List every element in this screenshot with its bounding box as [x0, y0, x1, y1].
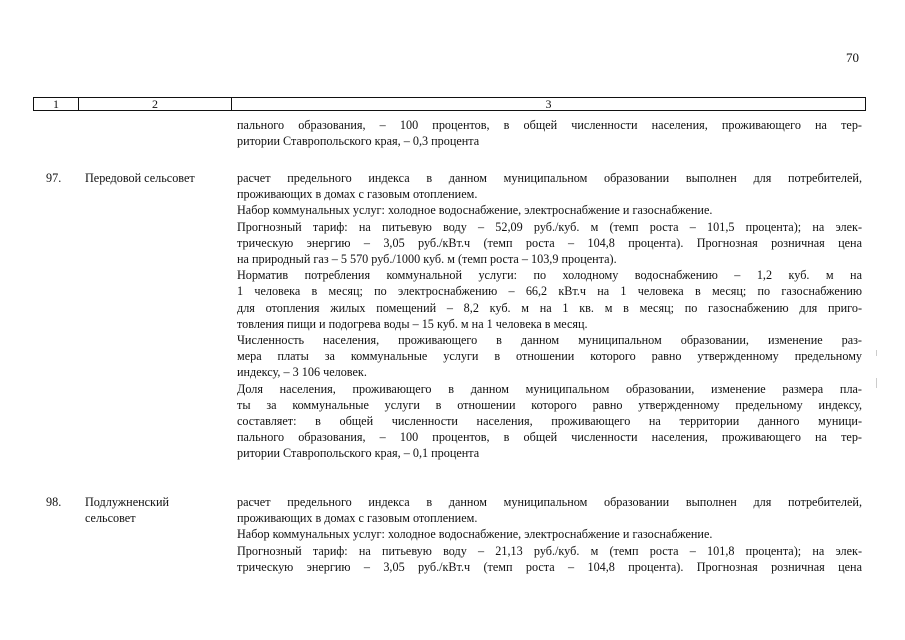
text-line: Прогнозный тариф: на питьевую воду – 52,09 руб./куб. м (темп роста – 101,5 процента); на элек- — [237, 219, 862, 234]
text-line: товления пищи и подогрева воды – 15 куб. м на 1 человека в месяц. — [237, 316, 588, 331]
text-line: проживающих в домах с газовым отоплением. — [237, 511, 478, 526]
text-line: проживающих в домах с газовым отоплением. — [237, 187, 478, 202]
text-line: расчет предельного индекса в данном муниципальном образовании выполнен для потребителей, — [237, 171, 862, 185]
text-line: мера платы за коммунальные услуги в отношении которого равно утвержденному предельному — [237, 349, 862, 364]
name-line: Подлужненский — [85, 495, 170, 509]
row-description — [237, 170, 862, 462]
text-line: трическую энергию – 3,05 руб./кВт.ч (темп роста – 104,8 процента). Прогнозная розничная цена — [237, 559, 862, 574]
text-line: на природный газ – 5 570 руб./1000 куб. м (темп роста – 103,9 процента). — [237, 252, 617, 267]
text-line: ты за коммунальные услуги в отношении которого равно утвержденному предельному индексу, — [237, 397, 862, 412]
municipality-name — [85, 170, 230, 186]
text-line: для отопления жилых помещений – 8,2 куб. м на 1 кв. м в месяц; по газоснабжению для приго- — [237, 300, 862, 315]
text-line: составляет: в общей численности населения, проживающего на территории данного муници- — [237, 414, 862, 429]
table-header-col-3: 3 — [545, 97, 552, 111]
text-line: пального образования, – 100 процентов, в общей численности населения, проживающего на тер- — [237, 430, 862, 445]
scan-mark — [876, 350, 877, 356]
text-line: трическую энергию – 3,05 руб./кВт.ч (темп роста – 104,8 процента). Прогнозная розничная цена — [237, 235, 862, 250]
text-line: Набор коммунальных услуг: холодное водоснабжение, электроснабжение и газоснабжение. — [237, 527, 713, 542]
text-line: индексу, – 3 106 человек. — [237, 365, 367, 380]
municipality-name — [85, 494, 230, 526]
row-description — [237, 494, 862, 575]
page-number: 70 — [846, 50, 859, 65]
table-header-row — [33, 97, 866, 111]
text-line: Численность населения, проживающего в данном муниципальном образовании, изменение раз- — [237, 333, 862, 348]
table-header-col-1: 1 — [34, 98, 79, 110]
text-line: ритории Ставропольского края, – 0,3 процента — [237, 134, 480, 149]
text-line: Норматив потребления коммунальной услуги: по холодному водоснабжению – 1,2 куб. м на — [237, 268, 862, 283]
text-line: 1 человека в месяц; по электроснабжению – 66,2 кВт.ч на 1 человека в месяц; по газоснабжению — [237, 284, 862, 299]
text-line: Доля населения, проживающего в данном муниципальном образовании, изменение размера пла- — [237, 381, 862, 396]
name-line: сельсовет — [85, 511, 136, 526]
scan-mark — [876, 378, 877, 388]
name-line: Передовой сельсовет — [85, 171, 195, 185]
continuation-text — [237, 117, 862, 149]
text-line: ритории Ставропольского края, – 0,1 процента — [237, 446, 480, 461]
text-line: пального образования, – 100 процентов, в общей численности населения, проживающего на тер- — [237, 118, 862, 132]
table-header-col-2: 2 — [79, 98, 232, 110]
text-line: Набор коммунальных услуг: холодное водоснабжение, электроснабжение и газоснабжение. — [237, 203, 713, 218]
text-line: расчет предельного индекса в данном муниципальном образовании выполнен для потребителей, — [237, 495, 862, 509]
row-number: 98. — [46, 495, 62, 509]
text-line: Прогнозный тариф: на питьевую воду – 21,13 руб./куб. м (темп роста – 101,8 процента); на элек- — [237, 543, 862, 558]
row-number: 97. — [46, 171, 62, 185]
